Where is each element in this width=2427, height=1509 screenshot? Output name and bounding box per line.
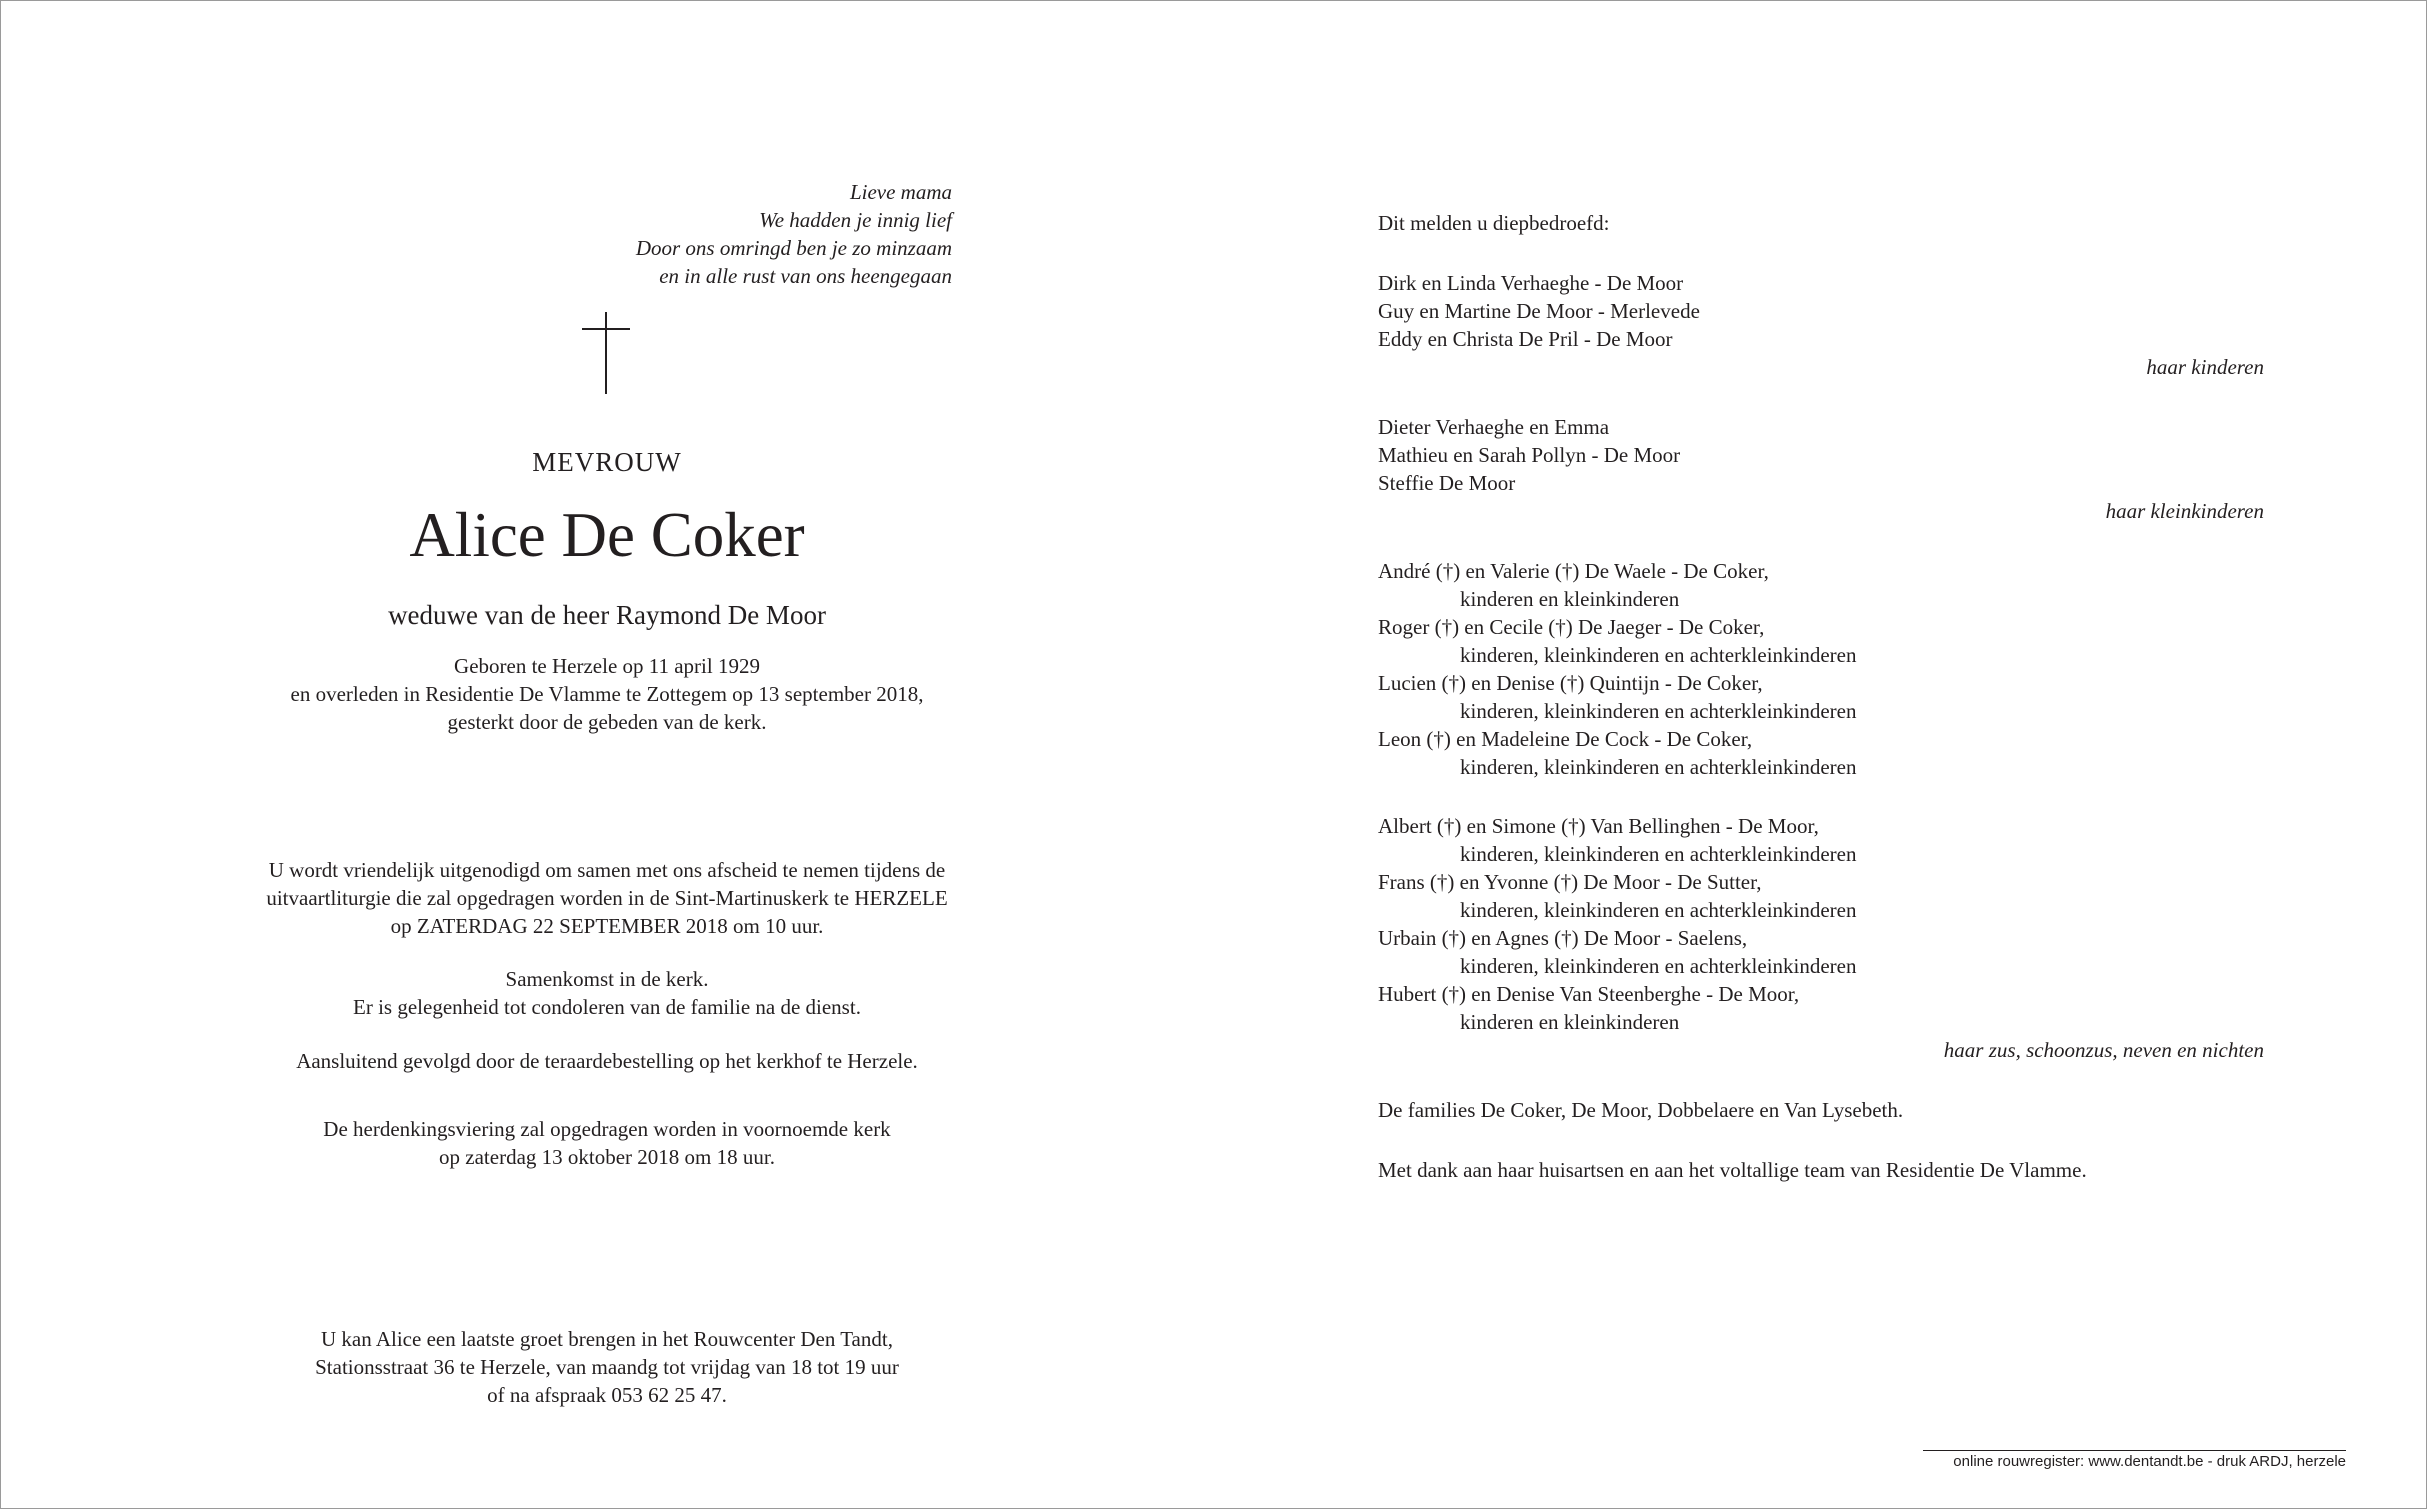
poem-line: Lieve mama (849, 180, 952, 204)
sibling-descendants: kinderen en kleinkinderen (1460, 1010, 1680, 1034)
visit-line: Stationsstraat 36 te Herzele, van maandg tot vrijdag van 18 tot 19 uur (315, 1355, 899, 1379)
gathering-line: Er is gelegenheid tot condoleren van de familie na de dienst. (353, 995, 861, 1019)
cross-icon-bar (582, 328, 630, 330)
sibling-entry: Lucien (†) en Denise (†) Quintijn - De Coker, (1378, 671, 1763, 695)
sibling-entry: Leon (†) en Madeleine De Cock - De Coker, (1378, 727, 1753, 751)
thanks: Met dank aan haar huisartsen en aan het voltallige team van Residentie De Vlamme. (1378, 1158, 2087, 1182)
grandchild-entry: Mathieu en Sarah Pollyn - De Moor (1378, 443, 1681, 467)
birth-death-line: Geboren te Herzele op 11 april 1929 (454, 654, 760, 678)
siblings-moor (1378, 812, 2264, 1064)
sibling-entry: Albert (†) en Simone (†) Van Bellinghen - De Moor, (1378, 814, 1819, 838)
sibling-descendants: kinderen, kleinkinderen en achterkleinkinderen (1460, 954, 1857, 978)
siblings-coker (1378, 557, 2264, 781)
children-list (1378, 269, 2264, 381)
grandchildren-label: haar kleinkinderen (2105, 499, 2264, 523)
footer-note: online rouwregister: www.dentandt.be - druk ARDJ, herzele (1953, 1453, 2346, 1470)
visit-info (140, 1325, 1074, 1409)
invitation-line: op ZATERDAG 22 SEPTEMBER 2018 om 10 uur. (390, 914, 824, 938)
child-entry: Dirk en Linda Verhaeghe - De Moor (1378, 271, 1684, 295)
sibling-descendants: kinderen, kleinkinderen en achterkleinkinderen (1460, 898, 1857, 922)
visit-line: of na afspraak 053 62 25 47. (487, 1383, 727, 1407)
grandchild-entry: Dieter Verhaeghe en Emma (1378, 415, 1610, 439)
visit-line: U kan Alice een laatste groet brengen in het Rouwcenter Den Tandt, (321, 1327, 893, 1351)
child-entry: Guy en Martine De Moor - Merlevede (1378, 299, 1700, 323)
announcement: Dit melden u diepbedroefd: (1378, 211, 1610, 235)
sibling-entry: Roger (†) en Cecile (†) De Jaeger - De Coker, (1378, 615, 1765, 639)
poem-line: en in alle rust van ons heengegaan (659, 264, 952, 288)
invitation-line: uitvaartliturgie die zal opgedragen worden in de Sint-Martinuskerk te HERZELE (266, 886, 948, 910)
remembrance-line: De herdenkingsviering zal opgedragen worden in voornoemde kerk (323, 1117, 891, 1141)
sibling-descendants: kinderen en kleinkinderen (1460, 587, 1680, 611)
grandchildren-list (1378, 413, 2264, 525)
sibling-entry: Urbain (†) en Agnes (†) De Moor - Saelens, (1378, 926, 1748, 950)
birth-death (140, 652, 1074, 736)
sibling-descendants: kinderen, kleinkinderen en achterkleinkinderen (1460, 755, 1857, 779)
invitation-line: U wordt vriendelijk uitgenodigd om samen met ons afscheid te nemen tijdens de (268, 858, 946, 882)
honorific: MEVROUW (532, 447, 682, 477)
sibling-entry: Hubert (†) en Denise Van Steenberghe - De Moor, (1378, 982, 1800, 1006)
gathering-line: Samenkomst in de kerk. (505, 967, 709, 991)
grandchild-entry: Steffie De Moor (1378, 471, 1516, 495)
sibling-descendants: kinderen, kleinkinderen en achterkleinkinderen (1460, 699, 1857, 723)
sibling-descendants: kinderen, kleinkinderen en achterkleinkinderen (1460, 842, 1857, 866)
sibling-entry: Frans (†) en Yvonne (†) De Moor - De Sutter, (1378, 870, 1762, 894)
deceased-name: Alice De Coker (409, 500, 805, 570)
children-label: haar kinderen (2146, 355, 2264, 379)
invitation (140, 856, 1074, 940)
poem (540, 178, 952, 290)
burial: Aansluitend gevolgd door de teraardebestelling op het kerkhof te Herzele. (296, 1049, 918, 1073)
poem-line: We hadden je innig lief (759, 208, 952, 232)
siblings-label: haar zus, schoonzus, neven en nichten (1943, 1038, 2264, 1062)
families: De families De Coker, De Moor, Dobbelaere en Van Lysebeth. (1378, 1098, 1904, 1122)
birth-death-line: gesterkt door de gebeden van de kerk. (447, 710, 767, 734)
widow-line: weduwe van de heer Raymond De Moor (388, 600, 826, 630)
sibling-entry: André (†) en Valerie (†) De Waele - De Coker, (1378, 559, 1769, 583)
poem-line: Door ons omringd ben je zo minzaam (635, 236, 952, 260)
gathering (140, 965, 1074, 1021)
birth-death-line: en overleden in Residentie De Vlamme te Zottegem op 13 september 2018, (290, 682, 924, 706)
child-entry: Eddy en Christa De Pril - De Moor (1378, 327, 1673, 351)
cross-icon (605, 312, 607, 394)
sibling-descendants: kinderen, kleinkinderen en achterkleinkinderen (1460, 643, 1857, 667)
remembrance (140, 1115, 1074, 1171)
remembrance-line: op zaterdag 13 oktober 2018 om 18 uur. (439, 1145, 775, 1169)
footer-rule (1923, 1450, 2346, 1451)
